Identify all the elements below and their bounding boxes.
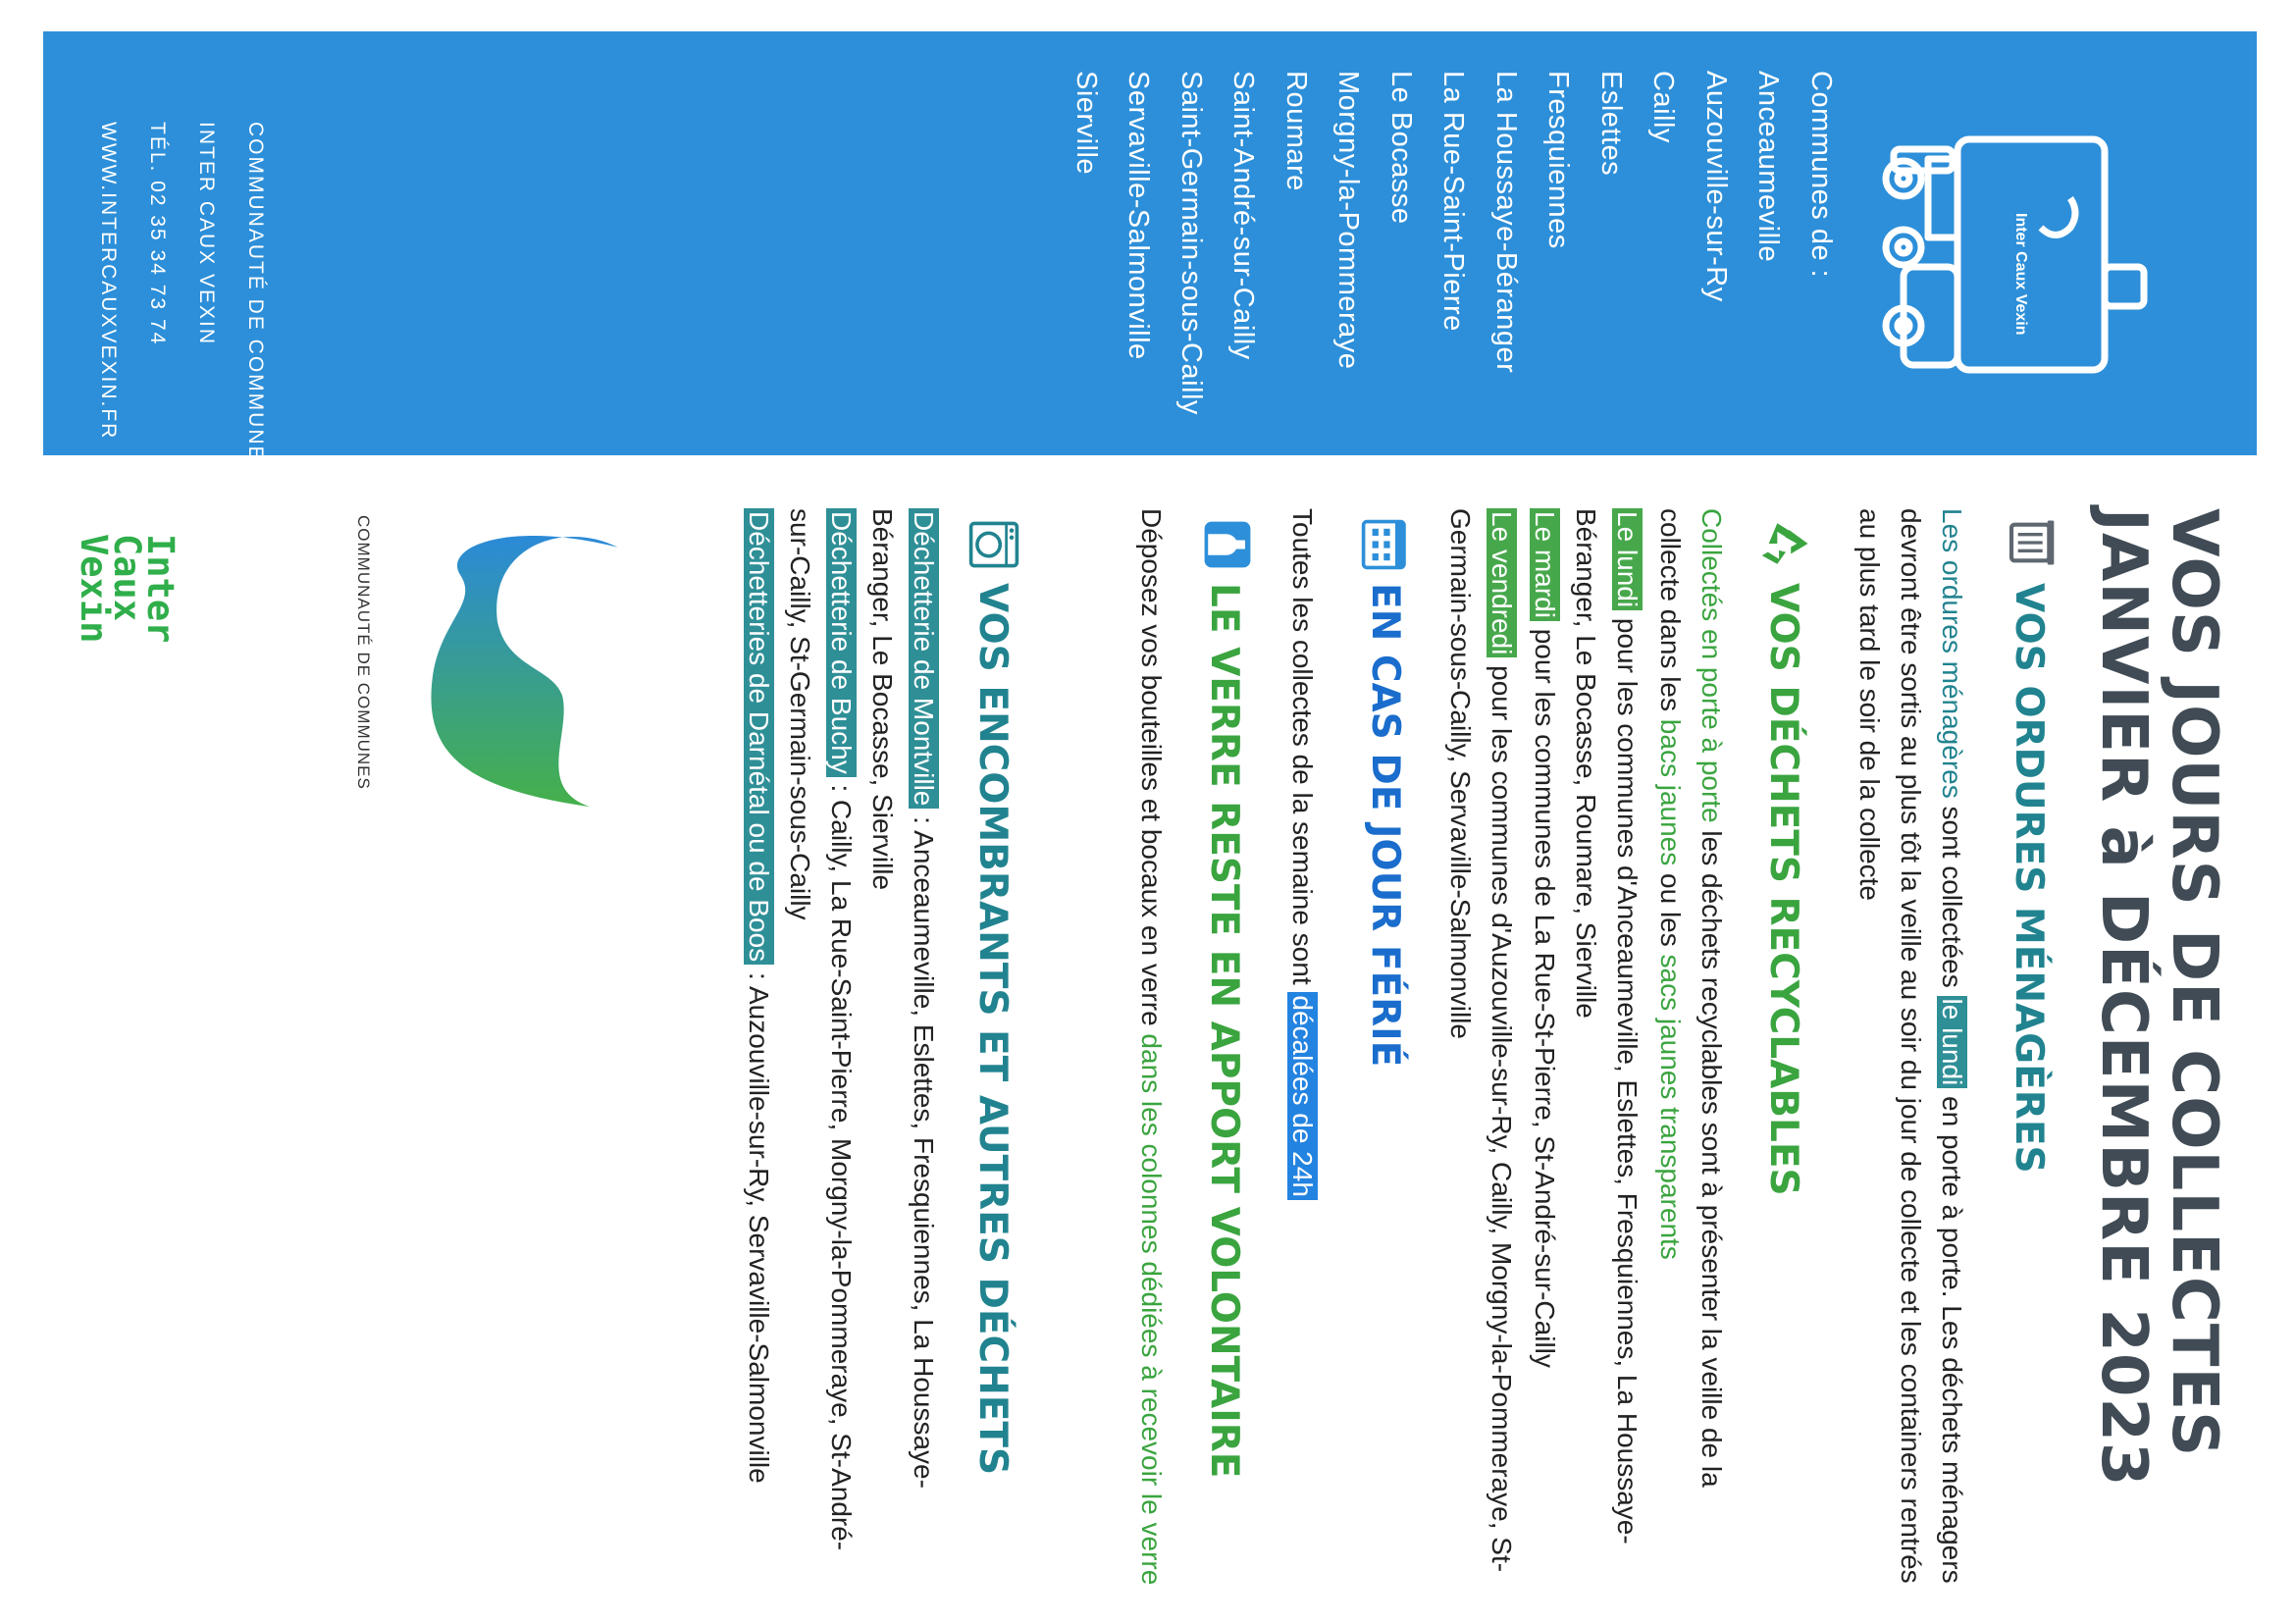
ferie-text [1281, 508, 1323, 1588]
recyclables-text [1649, 508, 1732, 1588]
ordures-text [1849, 508, 1972, 1588]
communes-panel [43, 31, 2257, 478]
commune-item: Servaville-Salmonville [1122, 71, 1155, 360]
encombrants-d3 [738, 508, 779, 1588]
ferie-heading: EN CAS DE JOUR FÉRIÉ [1363, 583, 1407, 1068]
ferie-text-part: Toutes les collectes de la semaine sont [1287, 508, 1318, 993]
bacs-jaunes: bacs jaunes [1655, 718, 1686, 866]
encombrants-d1 [861, 508, 944, 1588]
logo-line1: Inter [139, 534, 182, 644]
commune-item: La Rue-Saint-Pierre [1437, 71, 1470, 332]
day1-communes: pour les communes d'Anceaumeville, Eslettes, Fresquiennes, La Houssaye-Béranger, Le Bocasse, Roumare, Sierville [1571, 508, 1643, 1544]
logo-line2: Caux [106, 534, 148, 622]
contact-block [83, 122, 280, 478]
recyclables-heading: VOS DÉCHETS RECYCLABLES [1761, 583, 1805, 1196]
recyclables-day1 [1565, 508, 1647, 1588]
recyclables-text-part: les déchets recyclables sont à présenter la veille de la collecte dans les [1655, 508, 1727, 1488]
day-badge-lundi: Le lundi [1612, 508, 1643, 610]
commune-item: Anceaumeville [1752, 71, 1785, 263]
calendar-icon [1360, 518, 1413, 571]
commune-item: La Houssaye-Béranger [1490, 71, 1522, 374]
commune-item: Eslettes [1595, 71, 1627, 177]
day-badge-vendredi: Le vendredi [1487, 508, 1517, 657]
garbage-truck-icon [1869, 120, 2164, 390]
d1-communes: : Anceaumeville, Eslettes, Fresquiennes, La Houssaye-Béranger, Le Bocasse, Sierville [867, 508, 939, 1489]
verre-heading: LE VERRE RESTE EN APPORT VOLONTAIRE [1202, 583, 1246, 1479]
recyclables-day2 [1524, 508, 1565, 1588]
ordures-lead: Les ordures ménagères [1937, 508, 1967, 799]
title-line1: VOS JOURS DE COLLECTES [2158, 508, 2230, 1458]
day2-communes: pour les communes de La Rue-St-Pierre, St-André-sur-Cailly [1530, 620, 1560, 1368]
communes-title: Communes de : [1805, 71, 1837, 279]
day3-communes: pour les communes d'Auzouville-sur-Ry, Cailly, Morgny-la-Pommeraye, St-Germain-sous-Cailly, Servaville-Salmonville [1445, 508, 1517, 1573]
ordures-day-badge: le lundi [1937, 996, 1967, 1089]
recyclables-day3 [1439, 508, 1522, 1588]
commune-item: Morgny-la-Pommeraye [1332, 71, 1365, 370]
dechetterie-montville: Déchetterie de Montville [909, 508, 939, 809]
commune-item: Saint-André-sur-Cailly [1227, 71, 1260, 360]
day-badge-mardi: Le mardi [1530, 508, 1560, 621]
main-content [0, 489, 2296, 1588]
d3-communes: : Auzouville-sur-Ry, Servaville-Salmonville [744, 965, 774, 1484]
commune-item: Le Bocasse [1385, 71, 1417, 225]
commune-item: Sierville [1070, 71, 1102, 176]
sacs-jaunes: sacs jaunes transparents [1655, 954, 1686, 1260]
dechetterie-buchy: Déchetterie de Buchy [826, 508, 857, 777]
verre-text [1130, 508, 1172, 1588]
recycle-icon [1760, 518, 1811, 569]
recyclables-lead: Collectés en porte à porte [1696, 508, 1727, 823]
encombrants-d2 [779, 508, 861, 1588]
page-title [2088, 508, 2229, 1487]
ferie-delay-badge: décalées de 24h [1287, 992, 1318, 1200]
bottle-icon [1201, 518, 1254, 571]
ordures-heading: VOS ORDURES MÉNAGÈRES [2007, 583, 2051, 1174]
commune-item: Saint-Germain-sous-Cailly [1175, 71, 1207, 415]
commune-item: Roumare [1280, 71, 1312, 191]
commune-item: Auzouville-sur-Ry [1700, 71, 1732, 302]
logo-subtitle: COMMUNAUTÉ DE COMMUNES [354, 515, 373, 790]
truck-brand-text: Inter Caux Vexin [2012, 213, 2029, 336]
verre-text-part: Déposez vos bouteilles et bocaux en verre [1136, 508, 1167, 1034]
contact-org: COMMUNAUTÉ DE COMMUNES [244, 122, 267, 478]
contact-phone: TÉL. 02 35 34 73 74 [146, 122, 169, 346]
trash-bin-icon [2007, 518, 2056, 567]
title-line2: JANVIER à DÉCEMBRE 2023 [2087, 508, 2160, 1488]
encombrants-heading: VOS ENCOMBRANTS ET AUTRES DÉCHETS [970, 583, 1015, 1476]
ordures-text-part: sont collectées [1937, 798, 1967, 996]
contact-name: INTER CAUX VEXIN [195, 122, 218, 346]
logo-line3: Vexin [73, 534, 115, 644]
d2-communes: : Cailly, La Rue-Saint-Pierre, Morgny-la-Pommeraye, St-André-sur-Cailly, St-Germain-sous-Cailly [785, 508, 857, 1551]
washing-machine-icon [967, 518, 1020, 571]
dechetteries-darnetal-boos: Déchetteries de Darnétal ou de Boos [744, 508, 774, 965]
contact-website: WWW.INTERCAUXVEXIN.FR [97, 122, 120, 441]
commune-item: Cailly [1647, 71, 1680, 143]
verre-colonnes: dans les colonnes dédiées à recevoir le verre [1136, 1033, 1167, 1586]
recyclables-text-part: ou les [1655, 865, 1686, 955]
commune-item: Fresquiennes [1542, 71, 1575, 249]
ordures-text-part: en porte à porte. Les déchets ménagers devront être sortis au plus tôt la veille au soir du jour de collecte et les containers rentrés au plus tard le soir de la collecte [1854, 508, 1967, 1584]
communes-list [1060, 71, 1848, 415]
